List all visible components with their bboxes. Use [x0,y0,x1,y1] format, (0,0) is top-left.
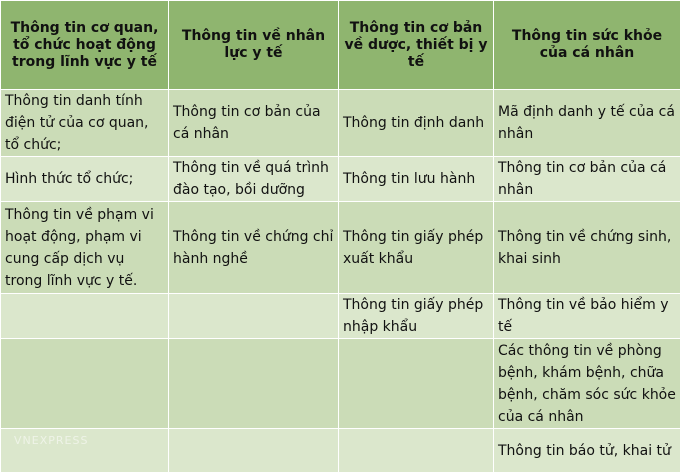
vnexpress-watermark: VNEXPRESS [14,434,88,447]
table-cell: Hình thức tổ chức; [1,157,169,202]
table-cell [169,339,339,429]
table-row [1,339,680,429]
table-row [1,90,680,157]
table-cell [1,294,169,339]
table-cell [169,429,339,473]
header-pharma-equipment: Thông tin cơ bản về dược, thiết bị y tế [339,1,494,90]
table-cell: Thông tin về chứng sinh, khai sinh [494,202,680,294]
table-cell: Thông tin về chứng chỉ hành nghề [169,202,339,294]
table-cell: Thông tin về bảo hiểm y tế [494,294,680,339]
table-cell: Mã định danh y tế của cá nhân [494,90,680,157]
header-org-info: Thông tin cơ quan, tổ chức hoạt động trong lĩnh vực y tế [1,1,169,90]
table-cell [1,339,169,429]
header-personal-health: Thông tin sức khỏe của cá nhân [494,1,680,90]
table-cell [339,429,494,473]
table-cell [339,339,494,429]
table-cell: Thông tin về quá trình đào tạo, bồi dưỡng [169,157,339,202]
table-row [1,202,680,294]
table-cell: Thông tin về phạm vi hoạt động, phạm vi cung cấp dịch vụ trong lĩnh vực y tế. [1,202,169,294]
table-row [1,429,680,473]
header-row [1,1,680,90]
table-cell: Thông tin giấy phép xuất khẩu [339,202,494,294]
table-row [1,294,680,339]
table-cell: Thông tin danh tính điện tử của cơ quan, tổ chức; [1,90,169,157]
table-row [1,157,680,202]
table-cell: Thông tin báo tử, khai tử [494,429,680,473]
table-cell: Thông tin giấy phép nhập khẩu [339,294,494,339]
table-cell [169,294,339,339]
table-cell: Các thông tin về phòng bệnh, khám bệnh, chữa bệnh, chăm sóc sức khỏe của cá nhân [494,339,680,429]
table-cell: Thông tin định danh [339,90,494,157]
table-cell: Thông tin cơ bản của cá nhân [494,157,680,202]
table-cell: Thông tin lưu hành [339,157,494,202]
header-human-resources: Thông tin về nhân lực y tế [169,1,339,90]
table-cell: Thông tin cơ bản của cá nhân [169,90,339,157]
